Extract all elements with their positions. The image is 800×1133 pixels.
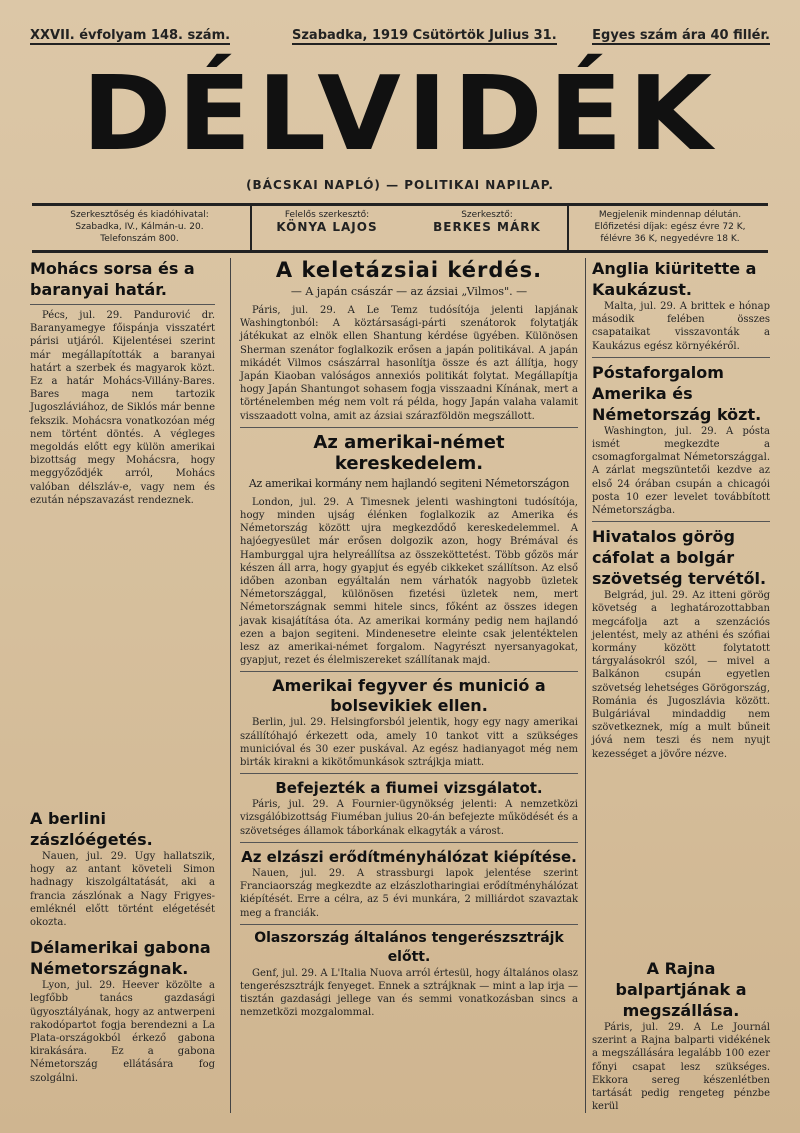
masthead-title: DÉLVIDÉK: [81, 55, 719, 174]
office-label: Szerkesztőség és kiadóhivatal:: [70, 210, 209, 220]
article-text: Nauen, jul. 29. Ugy hallatszik, hogy az antant követeli Simon hadnagy kiszolgáltatását, aki a francia zászlónak a Nagy Frigyes-emléknél előtt történt elégetését okozta.: [30, 851, 215, 929]
article-title: Anglia kiüritette a Kaukázust.: [592, 259, 757, 299]
publication-info: [572, 209, 768, 245]
article-text: Washington, jul. 29. A pósta ismét megkezdte a csomagforgalmat Németországgal. A zárlat megszüntetői kezdve az első 24 órában csupán a chicagói posta 10 ezer levelet továbbított Németországba.: [592, 425, 770, 517]
info-bar: [32, 203, 768, 253]
right-column-lower: [592, 958, 770, 1113]
article-title: A Rajna balpartjának a megszállása.: [615, 959, 747, 1020]
editor-label: Felelős szerkesztő:: [284, 210, 370, 220]
issue-price: Egyes szám ára 40 fillér.: [592, 28, 770, 43]
chief-name: BERKES MÁRK: [433, 220, 541, 234]
issue-number: XXVII. évfolyam 148. szám.: [30, 28, 231, 43]
article-text: London, jul. 29. A Timesnek jelenti washingtoni tudósítója, hogy minden ujság élénken foglalkozik az Amerika és Németország között ujra megkezdődő kereskedelemmel. A hajóegyesület már erősen dolgozik azon, hogy Brémával és Hamburggal ujra helyreállítsa az összeköttetést. Több gőzös már készen áll arra, hogy gyapjut és egyéb cikkeket szállítson. Az első időben azonban egyáltalán nem várhatók nagyobb üzletek Németországgal, különösen fizetési üzletek nem, mert Németországnak semmi hitele sincs, főként az összes idegen javak kisajátítása óta. Az amerikai kormány pedig nem hajlandó ezen a bajon segiteni. Mindenesetre eleinte csak jelentéktelen lesz az amerikai-német forgalom. Nagyrészt nyersanyagokat, gyapjut, rezet és élelmiszereket szállítanak majd.: [240, 496, 578, 667]
divider: [240, 671, 578, 672]
masthead-subtitle: (BÁCSKAI NAPLÓ) — POLITIKAI NAPILAP.: [246, 178, 554, 192]
pub-prices-cont: félévre 36 K, negyedévre 18 K.: [600, 234, 740, 244]
issue-date: Szabadka, 1919 Csütörtök Julius 31.: [292, 28, 557, 43]
article-title: A berlini zászlóégetés.: [30, 809, 153, 849]
office-address: Szabadka, IV., Kálmán-u. 20.: [75, 222, 204, 232]
article-text: Páris, jul. 29. A Le Journál szerint a Rajna balparti vidékének a megszállására legalább 100 ezer főnyi csapat lesz szükséges. Ekkora sereg készenlétben tartását pedig rengeteg pénzbe kerül: [592, 1022, 770, 1113]
column-separator: [230, 258, 231, 1113]
article-title: Póstaforgalom Amerika és Németország közt.: [592, 362, 762, 424]
divider: [30, 304, 215, 305]
office-info: [32, 209, 247, 245]
article-text: Páris, jul. 29. A Le Temz tudósítója jelenti lapjának Washingtonból: A köztársasági-párti szenátorok folytatják játékukat az elnök ellen Shantung kérdése ügyében. Különösen Sherman szenátor foglalkozik erősen a japán politikával. A japán mikádét Vilmos császárral hasonlítja össze és azt állítja, hogy Japán Kiaoban valóságos annexiós politikát folytat. Megállapítja hogy Japán Shantungot sohasem fogja visszaadni Kínának, mert a történelemben még nem volt rá példa, hogy Japán valaha valamit visszaadott volna, amit az ázsiai szárazföldön megszállott.: [240, 305, 578, 422]
chief-label: Szerkesztő:: [461, 210, 513, 220]
chief-block: [412, 209, 562, 233]
top-line: [30, 28, 770, 50]
left-column: [30, 258, 215, 507]
left-column-lower: [30, 808, 215, 1085]
article-text: Páris, jul. 29. A Fournier-ügynökség jelenti: A nemzetközi vizsgálóbizottság Fiuméban julius 20-án befejezte működését és a szövetséges államok táborkának elkagyták a várost.: [240, 799, 578, 837]
pub-prices: Előfizetési díjak: egész évre 72 K,: [594, 222, 746, 232]
article-text: Malta, jul. 29. A brittek e hónap második felében összes csapataikat visszavonták a Kaukázus egész környékéről.: [592, 301, 770, 352]
article-title: A keletázsiai kérdés.: [275, 258, 543, 282]
article-text: Pécs, jul. 29. Pandurović dr. Baranyamegye főispánja visszatért párisi utjáról. Kijelentései szerint már megállapították a baranyai határt a szerbek és magyarok közt. Ez a határ Mohács-Villány-Bares. Bares maga nem tartozik Jugoszláviához, de Siklós már benne fekszik. Mohácsra vonatkozóan még nem történt döntés. A végleges megoldás előtt egy külön amerikai bizottság megy Mohácsra, hogy meggyőződjék arról, Mohács valóban délszláv-e, vagy nem és ezután népszavazást rendeznek.: [30, 310, 215, 506]
article-title: Délamerikai gabona Németországnak.: [30, 938, 211, 979]
article-subtitle: Az amerikai kormány nem hajlandó segiteni Németországon: [248, 476, 570, 490]
article-title: Az elzászi erődítményhálózat kiépítése.: [241, 847, 577, 866]
article-title: Hivatalos görög cáfolat a bolgár szövetség tervétől.: [592, 527, 767, 589]
article-text: Nauen, jul. 29. A strassburgi lapok jelentése szerint Franciaország megkezdte az elzászlotharingiai erődítményhálózat kiépítését. Erre a célra, az 5 évi munkára, 2 milliárdot szavaztak meg a franciák.: [240, 867, 578, 919]
divider: [240, 924, 578, 925]
pub-schedule: Megjelenik mindennap délután.: [598, 210, 742, 220]
divider: [240, 842, 578, 843]
editor-block: [252, 209, 402, 233]
article-title: Amerikai fegyver és munició a bolsevikiek ellen.: [272, 676, 546, 716]
info-divider: [567, 206, 569, 250]
article-text: Genf, jul. 29. A L'Italia Nuova arról értesül, hogy általános olasz tengerészsztrájk fenyeget. Ennek a sztrájknak — mint a lap irja — tisztán gazdasági jellege van és semmi vonatkozásban sincs a nemzetközi mozgalommal.: [240, 967, 578, 1019]
office-phone: Telefonszám 800.: [100, 234, 179, 244]
article-title: Olaszország általános tengerészsztrájk előtt.: [254, 929, 564, 965]
divider: [240, 773, 578, 774]
article-title: Befejezték a fiumei vizsgálatot.: [275, 779, 543, 798]
article-text: Berlin, jul. 29. Helsingforsból jelentik, hogy egy nagy amerikai szállítóhajó érkezett oda, amely 10 tankot vitt a szükséges municióval és 30 ezer puskával. Az egész hadianyagot még nem birták kirakni a kikötőmunkások sztrájkja miatt.: [240, 717, 578, 769]
article-text: Lyon, jul. 29. Heever közölte a legfőbb tanács gazdasági ügyosztályának, hogy az antwerpeni rakodópartot fogja berendezni a La Plata-országokból érkező gabona kirakására. Ez a gabona Németország ellátására fog szolgálni.: [30, 980, 215, 1084]
editor-name: KÖNYA LAJOS: [276, 220, 378, 234]
article-text: Belgrád, jul. 29. Az itteni görög követség a leghatározottabban megcáfolja azt a szenzációs jelentést, mely az athéni és szófiai kormány között folytatott tárgyalásokról szól, — mivel a Balkánon csupán egyetlen szövetség lehetséges Görögország, Románia és Jugoszlávia között. Bulgáriával mindaddig nem szövetkeznek, míg a mult bűneit jóvá nem teszi és nem nyujt kezességet a jövőre nézve.: [592, 590, 770, 760]
divider: [592, 521, 770, 522]
divider: [240, 427, 578, 428]
article-title: Az amerikai-német kereskedelem.: [313, 431, 505, 474]
article-subtitle: — A japán császár — az ázsiai „Vilmos". —: [290, 285, 528, 298]
column-separator: [585, 258, 586, 1113]
divider: [592, 357, 770, 358]
article-title: Mohács sorsa és a baranyai határ.: [30, 259, 195, 299]
middle-column: [240, 258, 578, 1020]
right-column: [592, 258, 770, 761]
